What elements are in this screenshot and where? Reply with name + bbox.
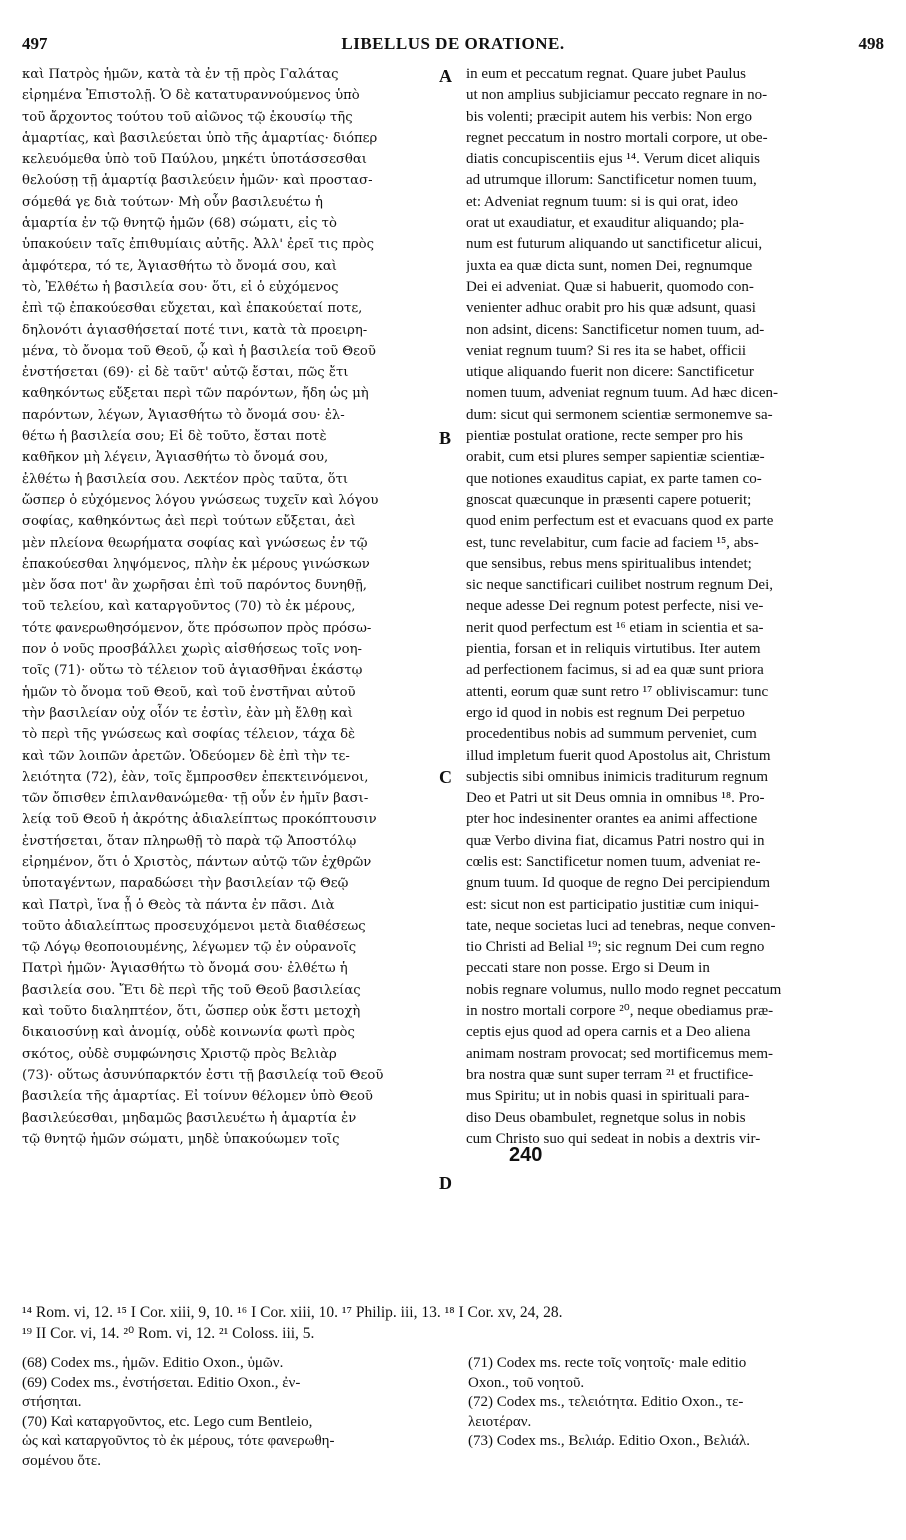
greek-text-line: ὑπακούειν ταῖς ἐπιθυμίαις αὐτῆς. Ἀλλ' ἐρεῖ τις πρὸς xyxy=(22,237,374,253)
footnote-line: ὡς καὶ καταργοῦντος τὸ ἐκ μέρους, τότε φανερωθη- xyxy=(22,1433,335,1449)
footnote-line: (72) Codex ms., τελειότητα. Editio Oxon., τε- xyxy=(468,1394,744,1410)
greek-text-line: καθηκόντως εὔξεται περὶ τῶν παρόντων, ἤδη ὡς μὴ xyxy=(22,386,369,402)
latin-text-line: Dei ei adveniat. Quæ si habuerit, quomodo con- xyxy=(466,278,754,295)
latin-text-line: mus Spiritu; ut in nobis quasi in spirituali para- xyxy=(466,1088,750,1105)
latin-text-line: Deo et Patri ut sit Deus omnia in omnibus ¹⁸. Pro- xyxy=(466,790,765,807)
latin-text-line: que sensibus, rebus mens spiritualibus intendet; xyxy=(466,555,752,572)
footnote-line: (73) Codex ms., Βελιάρ. Editio Oxon., Βελιάλ. xyxy=(468,1433,750,1449)
greek-text-line: εἰρημένα Ἐπιστολῇ. Ὁ δὲ κατατυραννούμενος ὑπὸ xyxy=(22,88,360,104)
footnotes-left xyxy=(22,1354,440,1471)
latin-text-line: in nostro mortali corpore ²⁰, neque obediamus præ- xyxy=(466,1003,774,1020)
greek-text-line: ὑποταγέντων, παραδώσει τὴν βασιλείαν τῷ Θεῷ xyxy=(22,876,349,892)
column-number: 240 xyxy=(509,1144,543,1166)
greek-text-column xyxy=(22,64,440,1150)
footnote-line: (69) Codex ms., ἐνστήσεται. Editio Oxon., ἐν- xyxy=(22,1374,301,1391)
greek-text-line: ἁμαρτία ἐν τῷ θνητῷ ἡμῶν (68) σώματι, εἰς τὸ xyxy=(22,216,337,232)
reference-line: ¹⁹ II Cor. vi, 14. ²⁰ Rom. vi, 12. ²¹ Coloss. iii, 5. xyxy=(22,1325,315,1342)
latin-text-line: gnum tuum. Id quoque de regno Dei percipiendum xyxy=(466,875,771,892)
greek-text-line: καὶ Πατρὸς ἡμῶν, κατὰ τὰ ἐν τῇ πρὸς Γαλάτας xyxy=(22,67,339,82)
latin-text-line: et: Adveniat regnum tuum: si is qui orat, ideo xyxy=(466,193,739,210)
greek-text-line: ἡμῶν τὸ ὄνομα τοῦ Θεοῦ, καὶ τοῦ ἐνστῆναι αὐτοῦ xyxy=(22,684,356,700)
section-marker-a: A xyxy=(439,66,452,86)
greek-text-line: τῶν ὄπισθεν ἐπιλανθανώμεθα· τῇ οὖν ἐν ἡμῖν βασι- xyxy=(22,791,369,807)
greek-text-line: ἐπακούεσθαι ληψόμενος, πλὴν ἐκ μέρους γινώσκων xyxy=(22,556,370,572)
greek-text-line: λειότητα (72), ἐὰν, τοῖς ἔμπροσθεν ἐπεκτεινόμενοι, xyxy=(22,769,369,785)
footnote-line: (71) Codex ms. recte τοῖς νοητοῖς· male editio xyxy=(468,1355,747,1371)
greek-text-line: σοφίας, καθηκόντως ἀεὶ περὶ τούτων εὔξεται, ἀεὶ xyxy=(22,514,356,530)
greek-text-line: καὶ τῶν λοιπῶν ἀρετῶν. Ὁδεύομεν δὲ ἐπὶ τὴν τε- xyxy=(22,748,350,764)
latin-text-line: pientia, forsan et in reliquis virtutibus. Iter autem xyxy=(466,641,761,658)
latin-text-line: neque adesse Dei regnum potest perfecte, nisi ve- xyxy=(466,598,764,615)
latin-text-line: procedentibus nobis ad summum perveniet, cum xyxy=(466,726,757,743)
footnote-line: (70) Καὶ καταργοῦντος, etc. Lego cum Bentleio, xyxy=(22,1413,313,1430)
greek-text-line: μένα, τὸ ὄνομα τοῦ Θεοῦ, ᾧ καὶ ἡ βασιλεία τοῦ Θεοῦ xyxy=(22,343,376,359)
section-marker-c: C xyxy=(439,767,452,787)
footnote-line: (68) Codex ms., ἡμῶν. Editio Oxon., ὑμῶν. xyxy=(22,1355,284,1371)
latin-text-line: pientiæ postulat oratione, recte semper pro his xyxy=(466,428,744,445)
section-marker-d: D xyxy=(439,1173,452,1193)
footnote-line: Oxon., τοῦ νοητοῦ. xyxy=(468,1374,585,1391)
latin-text-line: ergo id quod in nobis est regnum Dei perpetuo xyxy=(466,704,745,721)
latin-text-line: venienter adhuc orabit pro his quæ adsunt, quasi xyxy=(466,300,756,317)
footnote-line: σομένου ὅτε. xyxy=(22,1452,101,1469)
greek-text-line: παρόντων, λέγων, Ἁγιασθήτω τὸ ὄνομά σου· ἐλ- xyxy=(22,407,345,423)
latin-text-line: nomen tuum, adveniat regnum tuum. Ad hæc dicen- xyxy=(466,385,779,402)
page-number-right: 498 xyxy=(858,34,884,53)
greek-text-line: τὸ, Ἐλθέτω ἡ βασιλεία σου· ὅτι, εἰ ὁ εὐχόμενος xyxy=(22,279,339,295)
greek-text-line: τοῦ ἄρχοντος τούτου τοῦ αἰῶνος τῷ ἑκουσίῳ τῆς xyxy=(22,109,353,125)
latin-text-line: cum Christo suo qui sedeat in nobis a dextris vir- xyxy=(466,1130,761,1147)
latin-text-line: subjectis sibi omnibus inimicis traditurum regnum xyxy=(466,768,769,785)
latin-text-line: tate, neque societas luci ad tenebras, neque conven- xyxy=(466,917,776,934)
latin-text-line: pter hoc indesinenter orantes ea animi affectione xyxy=(466,811,758,828)
latin-text-column xyxy=(466,64,886,1150)
latin-text-line: sic neque sanctificari cuilibet nostrum regnum Dei, xyxy=(466,577,773,594)
latin-text-line: peccati stare non posse. Ergo si Deum in xyxy=(466,960,710,977)
latin-text-line: in eum et peccatum regnat. Quare jubet Paulus xyxy=(466,66,746,82)
section-marker-b: B xyxy=(439,428,452,448)
greek-text-line: τότε φανερωθησόμενον, ὅτε πρόσωπον πρὸς πρόσω- xyxy=(22,620,372,636)
greek-text-line: μὲν ὅσα ποτ' ἂν χωρῆσαι ἐπὶ τοῦ παρόντος δυνηθῇ, xyxy=(22,578,367,594)
greek-text-line: (73)· οὕτως ἀσυνύπαρκτόν ἐστι τῇ βασιλείᾳ τοῦ Θεοῦ xyxy=(22,1067,384,1083)
greek-text-line: Πατρὶ ἡμῶν· Ἁγιασθήτω τὸ ὄνομά σου· ἐλθέτω ἡ xyxy=(22,961,348,977)
latin-text-line: attenti, eorum quæ sunt retro ¹⁷ obliviscamur: tunc xyxy=(466,683,769,700)
greek-text-line: βασιλεύεσθαι, μηδαμῶς βασιλευέτω ἡ ἁμαρτία ἐν xyxy=(22,1110,357,1126)
greek-text-line: πον ὁ νοῦς προσβάλλει χωρὶς αἰσθήσεως τοῖς νοη- xyxy=(22,642,362,658)
greek-text-line: ἐνστήσεται, ὅταν πληρωθῇ τὸ παρὰ τῷ Ἀποστόλῳ xyxy=(22,833,357,849)
greek-text-line: εἰρημένον, ὅτι ὁ Χριστὸς, πάντων αὐτῷ τῶν ἐχθρῶν xyxy=(22,854,372,870)
greek-text-line: σκότος, οὐδὲ συμφώνησις Χριστῷ πρὸς Βελιὰρ xyxy=(22,1046,337,1062)
latin-text-line: num est futurum aliquando ut sanctificetur alicui, xyxy=(466,236,763,253)
latin-text-line: nobis regnare volumus, nullo modo regnet peccatum xyxy=(466,981,782,998)
scripture-references xyxy=(22,1302,888,1344)
latin-text-line: que notiones exauditus capiat, ex parte tamen co- xyxy=(466,470,762,487)
greek-text-line: ὥσπερ ὁ εὐχόμενος λόγου γνώσεως τυχεῖν καὶ λόγου xyxy=(22,492,379,508)
latin-text-line: non adsint, dicens: Sanctificetur nomen tuum, ad- xyxy=(466,321,765,338)
greek-text-line: ἐνστήσεται (69)· εἰ δὲ ταῦτ' αὐτῷ ἔσται, πῶς ἔτι xyxy=(22,365,349,381)
greek-text-line: θελούσῃ τῇ ἁμαρτίᾳ βασιλεύειν ἡμῶν· καὶ προστασ- xyxy=(22,173,373,189)
latin-text-line: ut non amplius subjiciamur peccato regnare in no- xyxy=(466,87,768,104)
greek-text-line: ἐπὶ τῷ ἐπακούεσθαι εὔχεται, καὶ ἐπακούεταί ποτε, xyxy=(22,301,363,317)
latin-text-line: ad utrumque illorum: Sanctificetur nomen tuum, xyxy=(466,172,757,189)
latin-text-line: illud impletum fuerit quod Apostolus ait, Christum xyxy=(466,747,771,764)
running-title: LIBELLUS DE ORATIONE. xyxy=(341,34,565,53)
greek-text-line: βασιλεία τῆς ἁμαρτίας. Εἰ τοίνυν θέλομεν ὑπὸ Θεοῦ xyxy=(22,1089,373,1105)
greek-text-line: τοῦ τελείου, καὶ καταργοῦντος (70) τὸ ἐκ μέρους, xyxy=(22,599,356,615)
greek-text-line: θέτω ἡ βασιλεία σου; Εἰ δὲ τοῦτο, ἔσται ποτὲ xyxy=(22,429,327,445)
page-number-left: 497 xyxy=(22,34,48,53)
greek-text-line: τῷ θνητῷ ἡμῶν σώματι, μηδὲ ὑπακούωμεν τοῖς xyxy=(22,1131,340,1147)
greek-text-line: καθῆκον μὴ λέγειν, Ἁγιασθήτω τὸ ὄνομά σου, xyxy=(22,450,329,466)
greek-text-line: ἀμφότερα, τό τε, Ἁγιασθήτω τὸ ὄνομά σου, καὶ xyxy=(22,258,337,274)
latin-text-line: ceptis ejus quod ad opera carnis et a Deo aliena xyxy=(466,1024,751,1041)
latin-text-line: juxta ea quæ dicta sunt, nomen Dei, regnumque xyxy=(466,257,753,274)
greek-text-line: τοῖς (71)· οὕτω τὸ τέλειον τοῦ ἁγιασθῆναι ἑκάστῳ xyxy=(22,663,363,679)
latin-text-line: nerit quod perfectum est ¹⁶ etiam in scientia et sa- xyxy=(466,619,764,636)
greek-text-line: ἐλθέτω ἡ βασιλεία σου. Λεκτέον πρὸς ταῦτα, ὅτι xyxy=(22,471,349,487)
greek-text-line: δικαιοσύνῃ καὶ ἀνομίᾳ, οὐδὲ κοινωνία φωτὶ πρὸς xyxy=(22,1025,355,1041)
reference-line: ¹⁴ Rom. vi, 12. ¹⁵ I Cor. xiii, 9, 10. ¹⁶ I Cor. xiii, 10. ¹⁷ Philip. iii, 13. ¹⁸ I Cor. xv, 24, 28. xyxy=(22,1304,563,1321)
latin-text-line: veniat regnum tuum? Si res ita se habet, officii xyxy=(466,342,747,359)
greek-text-line: ἁμαρτίας, καὶ βασιλεύεται ὑπὸ τῆς ἁμαρτίας· διόπερ xyxy=(22,130,378,146)
greek-text-line: τὸ περὶ τῆς γνώσεως καὶ σοφίας τέλειον, τάχα δὲ xyxy=(22,727,356,743)
latin-text-line: utique aliquando fuerit non dicere: Sanctificetur xyxy=(466,364,754,381)
footnote-line: στήσηται. xyxy=(22,1394,82,1410)
latin-text-line: bra nostra quæ sunt super terram ²¹ et fructifice- xyxy=(466,1066,754,1083)
latin-text-line: ad perfectionem facimus, si ad ea quæ sunt priora xyxy=(466,662,764,679)
latin-text-line: tio Christi ad Belial ¹⁹; sic regnum Dei cum regno xyxy=(466,939,765,956)
greek-text-line: σόμεθά γε διὰ τούτων· Μὴ οὖν βασιλευέτω ἡ xyxy=(22,194,323,210)
latin-text-line: gnoscat quæcunque in præsenti capere potuerit; xyxy=(466,491,752,508)
greek-text-line: τῷ Λόγῳ θεοποιουμένης, λέγωμεν τῷ ἐν οὐρανοῖς xyxy=(22,940,357,956)
footnotes-right xyxy=(468,1354,888,1452)
greek-text-line: καὶ Πατρὶ, ἵνα ᾖ ὁ Θεὸς τὰ πάντα ἐν πᾶσι. Διὰ xyxy=(22,897,335,913)
latin-text-line: bis volenti; præcipit autem his verbis: Non ergo xyxy=(466,108,752,125)
page-header xyxy=(22,34,884,58)
latin-text-line: cœlis est: Sanctificetur nomen tuum, adveniat re- xyxy=(466,853,761,870)
latin-text-line: diso Deus obambulet, regnetque solus in nobis xyxy=(466,1109,746,1126)
latin-text-line: dum: sicut qui sermonem scientiæ sermonemve sa- xyxy=(466,406,773,423)
greek-text-line: κελευόμεθα ὑπὸ τοῦ Παύλου, μηκέτι ὑποτάσσεσθαι xyxy=(22,152,367,168)
latin-text-line: diatis concupiscentiis ejus ¹⁴. Verum dicet aliquis xyxy=(466,151,760,168)
latin-text-line: orabit, cum etsi plures semper sapientiæ scientiæ- xyxy=(466,449,765,466)
latin-text-line: regnet peccatum in nostro mortali corpore, ut obe- xyxy=(466,129,768,146)
greek-text-line: τὴν βασιλείαν οὐχ οἷόν τε ἐστὶν, ἐὰν μὴ ἔλθῃ καὶ xyxy=(22,705,353,721)
latin-text-line: est, tunc revelabitur, cum facie ad faciem ¹⁵, abs- xyxy=(466,534,759,551)
latin-text-line: quæ Verbo divina fiat, dicamus Patri nostro qui in xyxy=(466,832,765,849)
latin-text-line: orat ut exaudiatur, et exauditur aliquando; pla- xyxy=(466,215,745,232)
greek-text-line: βασιλεία σου. Ἔτι δὲ περὶ τῆς τοῦ Θεοῦ βασιλείας xyxy=(22,982,361,998)
latin-text-line: quod enim perfectum est et evacuans quod ex parte xyxy=(466,513,774,530)
latin-text-line: animam nostram provocat; sed mortificemus mem- xyxy=(466,1045,774,1062)
footnote-line: λειοτέραν. xyxy=(468,1413,532,1430)
greek-text-line: λείᾳ τοῦ Θεοῦ ἡ ἀκρότης ἀδιαλείπτως προκόπτουσιν xyxy=(22,812,377,828)
latin-text-line: est: sicut non est participatio justitiæ cum iniqui- xyxy=(466,896,759,913)
greek-text-line: καὶ τοῦτο διαληπτέον, ὅτι, ὥσπερ οὐκ ἔστι μετοχὴ xyxy=(22,1004,361,1020)
greek-text-line: τοῦτο ἀδιαλείπτως προσευχόμενοι μετὰ διαθέσεως xyxy=(22,918,366,934)
greek-text-line: μὲν πλείονα θεωρήματα σοφίας καὶ γνώσεως ἐν τῷ xyxy=(22,535,368,551)
greek-text-line: δηλονότι ἁγιασθήσεταί ποτέ τινι, κατὰ τὰ προειρη- xyxy=(22,322,368,338)
